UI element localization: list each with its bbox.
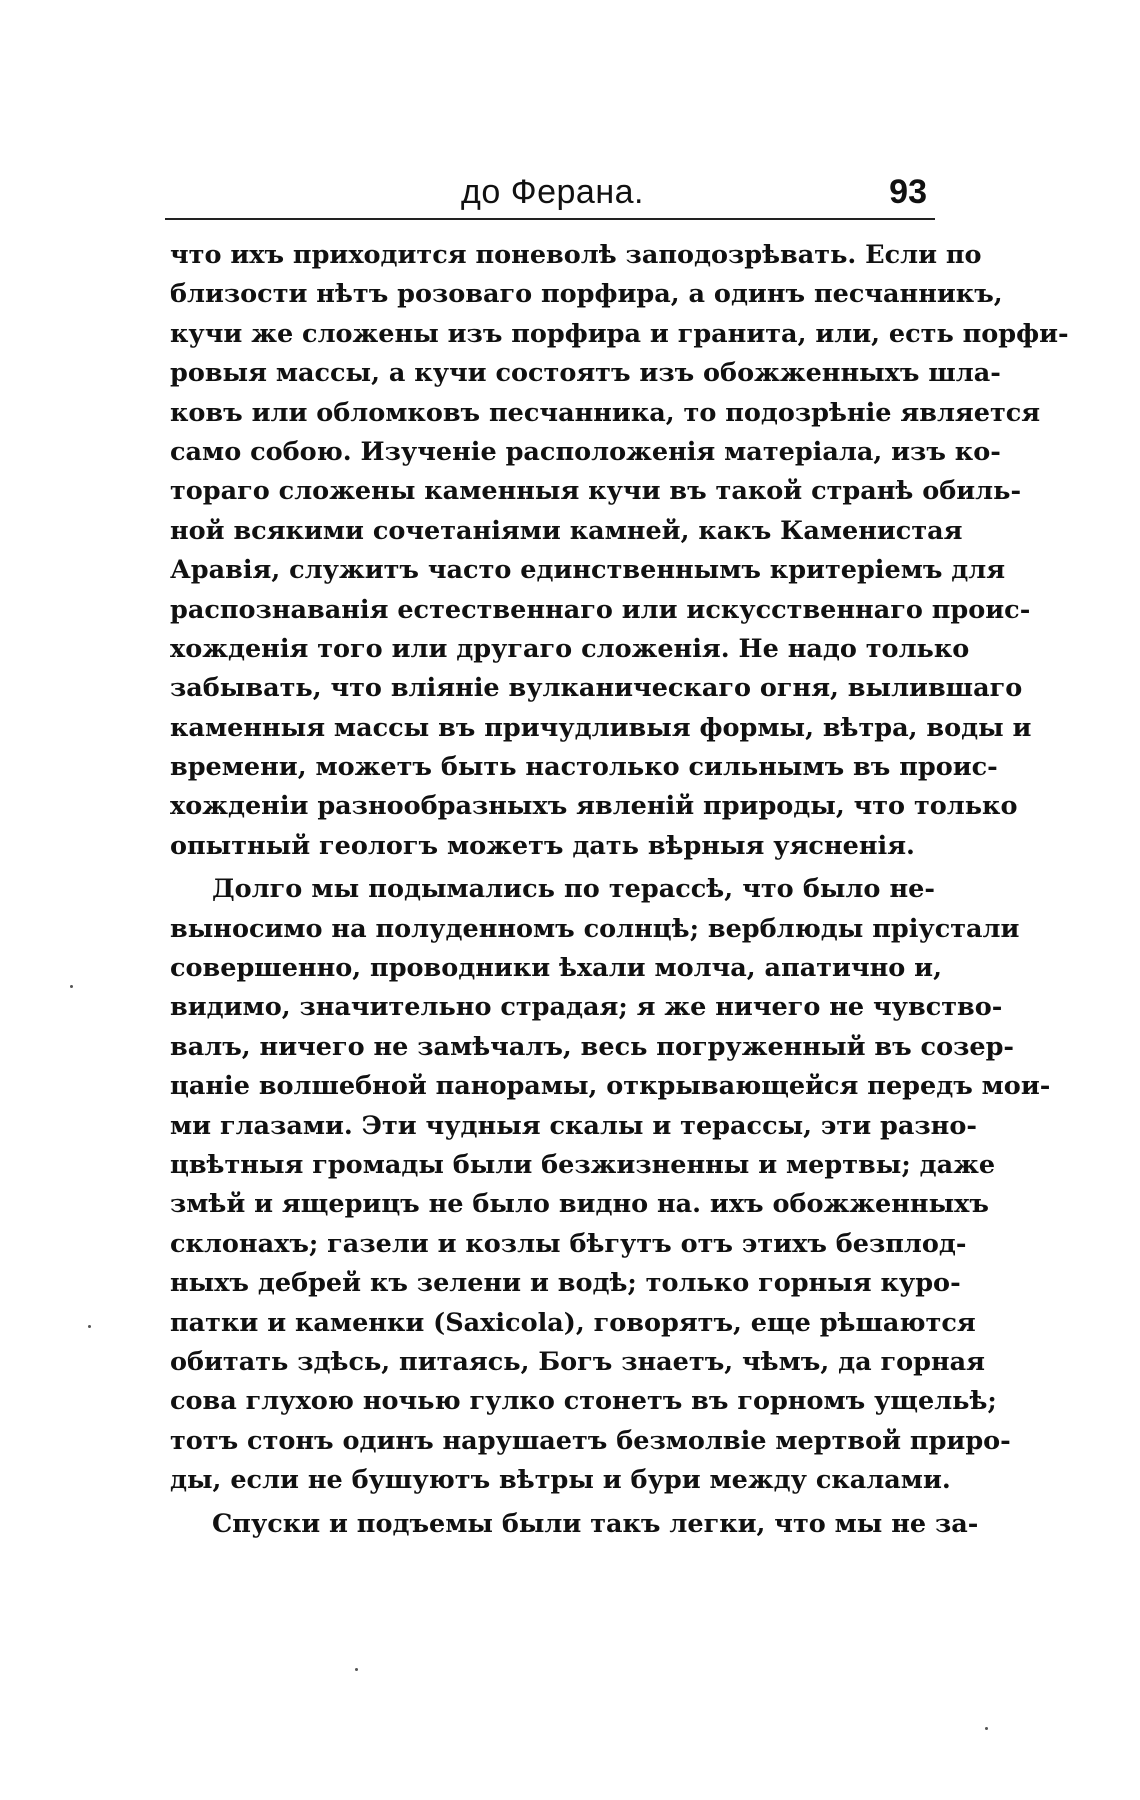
header-rule xyxy=(165,218,935,220)
text-line: времени, можетъ быть настолько сильнымъ въ проис- xyxy=(170,752,998,783)
scan-speck xyxy=(70,985,73,988)
text-line: что ихъ приходится поневолѣ заподозрѣвать. Если по xyxy=(170,240,982,270)
text-line: ныхъ дебрей къ зелени и водѣ; только горныя куро- xyxy=(170,1268,961,1299)
text-line: ми глазами. Эти чудныя скалы и терассы, эти разно- xyxy=(170,1110,977,1141)
scan-speck xyxy=(985,1727,988,1730)
body-text xyxy=(170,236,1069,1544)
text-line: обитать здѣсь, питаясь, Богъ знаетъ, чѣмъ, да горная xyxy=(170,1346,985,1377)
text-line: тотъ стонъ одинъ нарушаетъ безмолвіе мертвой приро- xyxy=(170,1425,1011,1456)
text-line: цвѣтныя громады были безжизненны и мертвы; даже xyxy=(170,1149,996,1180)
text-line: близости нѣтъ розоваго порфира, а одинъ песчанникъ, xyxy=(170,279,1003,310)
text-line: опытный геологъ можетъ дать вѣрныя уясненія. xyxy=(170,830,915,861)
text-line: Спуски и подъемы были такъ легки, что мы не за- xyxy=(212,1508,979,1539)
text-line: тораго сложены каменныя кучи въ такой странѣ обиль- xyxy=(170,476,1022,507)
text-line: змѣй и ящерицъ не было видно на. ихъ обожженныхъ xyxy=(170,1189,989,1220)
paragraph xyxy=(170,1505,979,1544)
text-line: ной всякими сочетаніями камней, какъ Каменистая xyxy=(170,515,963,546)
text-line: само собою. Изученіе расположенія матеріала, изъ ко- xyxy=(170,436,1001,467)
text-line: хожденіи разнообразныхъ явленій природы, что только xyxy=(170,791,1018,822)
page-header xyxy=(170,170,935,214)
text-line: хожденія того или другаго сложенія. Не надо только xyxy=(170,633,970,664)
text-line: Аравія, служитъ часто единственнымъ критеріемъ для xyxy=(170,555,1006,586)
text-line: валъ, ничего не замѣчалъ, весь погруженный въ созер- xyxy=(170,1031,1015,1062)
text-line: склонахъ; газели и козлы бѣгутъ отъ этихъ безплод- xyxy=(170,1228,967,1259)
paragraph xyxy=(170,236,1069,866)
scan-speck xyxy=(355,1668,358,1671)
text-line: выносимо на полуденномъ солнцѣ; верблюды пріустали xyxy=(170,913,1020,944)
text-line: цаніе волшебной панорамы, открывающейся передъ мои- xyxy=(170,1071,1051,1102)
running-title: до Ферана. xyxy=(461,173,644,211)
page-number: 93 xyxy=(889,173,927,211)
text-line: ровыя массы, а кучи состоятъ изъ обожженныхъ шла- xyxy=(170,358,1001,389)
text-line: забывать, что вліяніе вулканическаго огня, вылившаго xyxy=(170,673,1023,704)
text-line: каменныя массы въ причудливыя формы, вѣтра, воды и xyxy=(170,712,1032,743)
text-line: ковъ или обломковъ песчанника, то подозрѣніе является xyxy=(170,397,1041,428)
text-line: Долго мы подымались по терассѣ, что было не- xyxy=(212,874,935,905)
text-line: ды, если не бушуютъ вѣтры и бури между скалами. xyxy=(170,1465,951,1496)
text-line: патки и каменки (Saxicola), говорятъ, еще рѣшаются xyxy=(170,1307,976,1338)
scan-speck xyxy=(88,1325,91,1328)
paragraph xyxy=(170,870,1051,1500)
text-line: кучи же сложены изъ порфира и гранита, или, есть порфи- xyxy=(170,318,1069,349)
text-line: видимо, значительно страдая; я же ничего не чувство- xyxy=(170,992,1003,1023)
text-line: сова глухою ночью гулко стонетъ въ горномъ ущельѣ; xyxy=(170,1386,997,1417)
text-line: распознаванія естественнаго или искусственнаго проис- xyxy=(170,594,1031,625)
text-line: совершенно, проводники ѣхали молча, апатично и, xyxy=(170,953,942,984)
